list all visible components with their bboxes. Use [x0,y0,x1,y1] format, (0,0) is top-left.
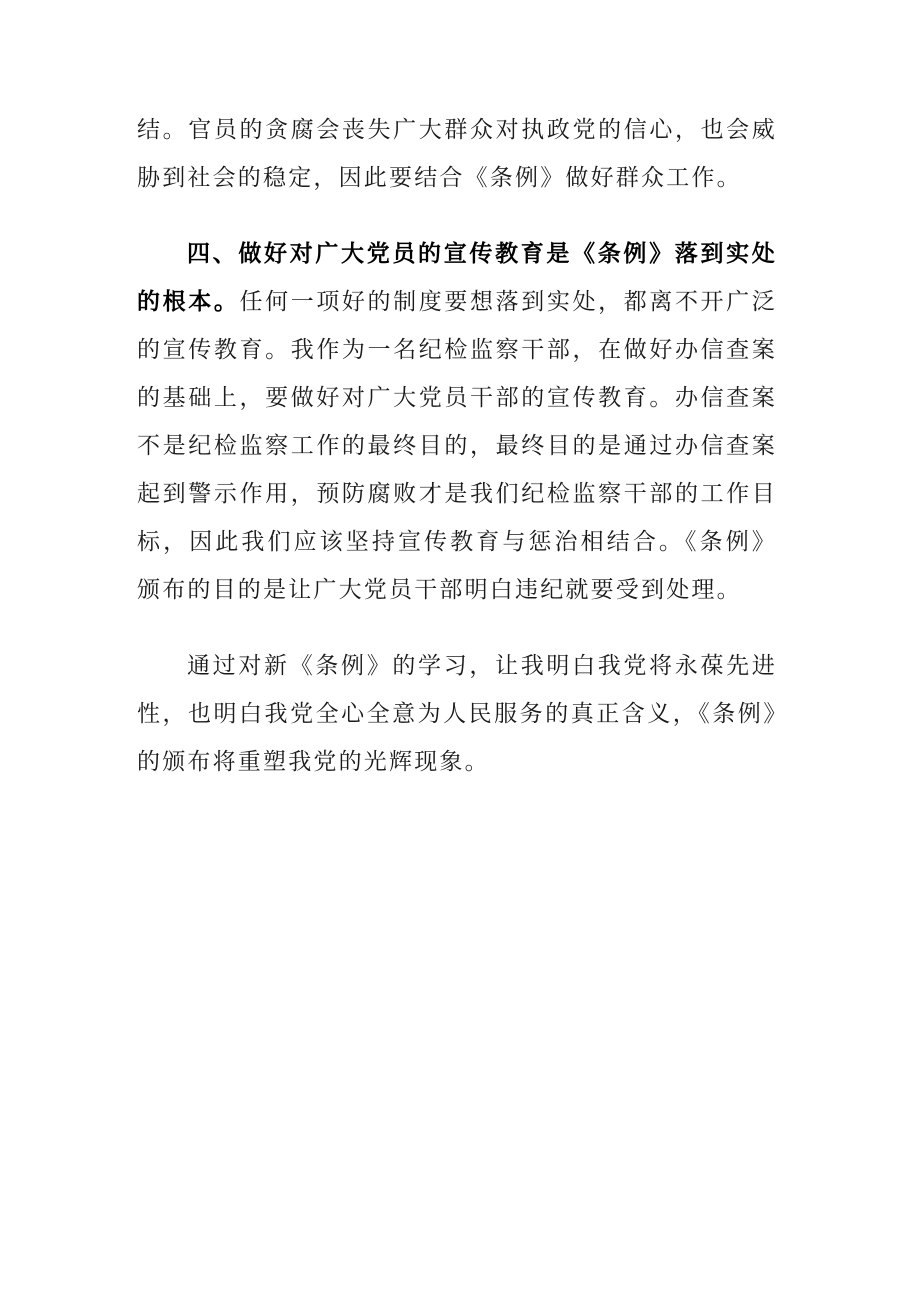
document-body [137,106,777,786]
paragraph-text: 通过对新《条例》的学习，让我明白我党将永葆先进性，也明白我党全心全意为人民服务的真正含义，《条例》的颁布将重塑我党的光辉现象。 [137,653,777,775]
paragraph-text: 任何一项好的制度要想落到实处，都离不开广泛的宣传教育。我作为一名纪检监察干部，在做好办信查案的基础上，要做好对广大党员干部的宣传教育。办信查案不是纪检监察工作的最终目的，最终目的是通过办信查案起到警示作用，预防腐败才是我们纪检监察干部的工作目标，因此我们应该坚持宣传教育与惩治相结合。《条例》颁布的目的是让广大党员干部明白违纪就要受到处理。 [137,289,777,603]
paragraph-continuation [137,106,777,202]
paragraph-section-four [137,230,777,614]
section-heading: 四、做好对广大党员的宣传教育是《条例》落到实处的根本。 [137,240,777,315]
paragraph-text: 结。官员的贪腐会丧失广大群众对执政党的信心，也会威胁到社会的稳定，因此要结合《条例》做好群众工作。 [137,117,777,191]
paragraph-conclusion [137,642,777,786]
